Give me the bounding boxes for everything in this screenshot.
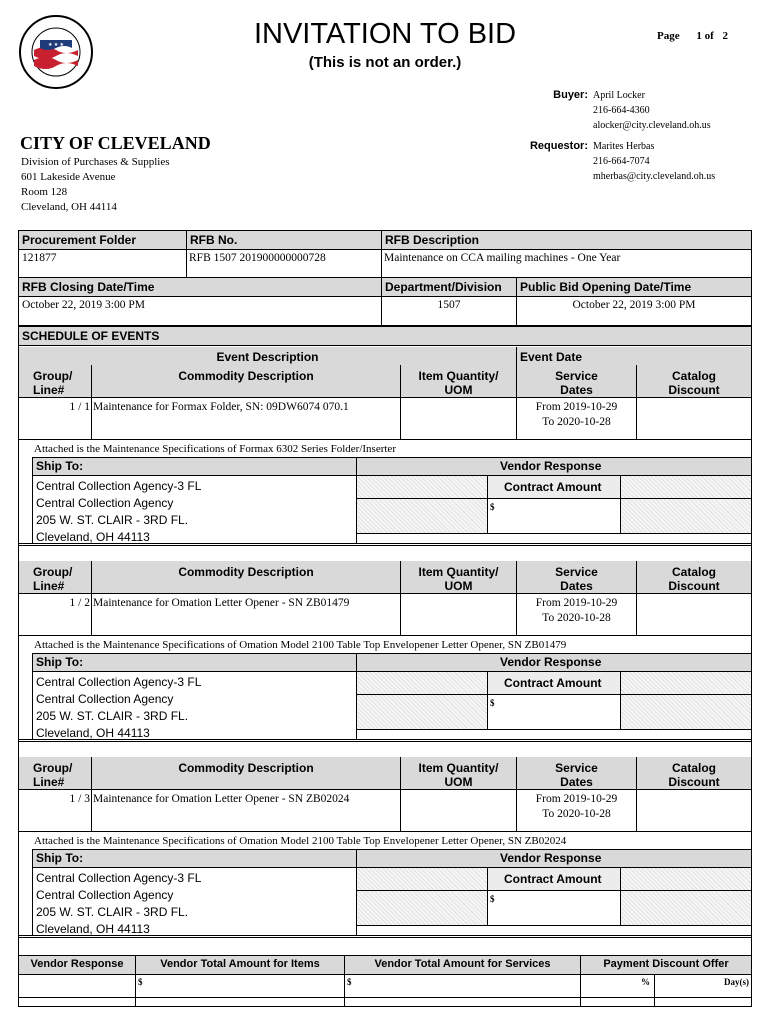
- ship-to-line: Central Collection Agency: [36, 692, 174, 706]
- col-uom-header: UOM: [444, 579, 473, 593]
- buyer-phone: 216-664-4360: [593, 105, 650, 116]
- dollar-sign: $: [490, 894, 495, 904]
- catalog-discount-input[interactable]: [655, 401, 745, 437]
- opening-date-value: October 22, 2019 3:00 PM: [572, 299, 696, 311]
- col-dates-header: Dates: [560, 579, 593, 593]
- org-line: Room 128: [21, 186, 68, 198]
- days-label: Day(s): [724, 977, 749, 987]
- ship-to-label: Ship To:: [36, 851, 84, 865]
- ship-to-line: Cleveland, OH 44113: [36, 922, 150, 936]
- contract-amount-label: Contract Amount: [504, 872, 602, 886]
- col-discount-header: Discount: [668, 579, 720, 593]
- item-service-to: To 2020-10-28: [542, 612, 611, 624]
- item-description: Maintenance for Formax Folder, SN: 09DW6074 070.1: [93, 401, 349, 413]
- org-line: 601 Lakeside Avenue: [21, 171, 116, 183]
- page-number: [657, 30, 728, 42]
- page-title: INVITATION TO BID: [253, 18, 517, 50]
- discount-days-input[interactable]: [655, 975, 751, 997]
- page-label: Page: [657, 30, 680, 42]
- org-line: Division of Purchases & Supplies: [21, 156, 170, 168]
- col-dates-header: Dates: [560, 775, 593, 789]
- procurement-folder-label: Procurement Folder: [22, 233, 137, 247]
- page-subtitle: (This is not an order.): [308, 54, 462, 71]
- buyer-email: alocker@city.cleveland.oh.us: [593, 120, 711, 131]
- col-service-header: Service: [555, 761, 598, 775]
- item-line-number: 1 / 2: [69, 597, 90, 609]
- contract-amount-input[interactable]: [488, 695, 620, 729]
- page-of: 1 of: [696, 30, 714, 42]
- dollar-sign: $: [347, 977, 352, 987]
- footer-payment-discount: Payment Discount Offer: [603, 958, 729, 970]
- rfb-description-label: RFB Description: [385, 233, 480, 247]
- col-qty-header: Item Quantity/: [418, 565, 499, 579]
- department-value: 1507: [437, 299, 461, 311]
- requestor-name: Marites Herbas: [593, 141, 655, 152]
- contract-amount-input[interactable]: [488, 891, 620, 925]
- col-uom-header: UOM: [444, 775, 473, 789]
- svg-text:★ ★ ★: ★ ★ ★: [48, 43, 64, 48]
- requestor-phone: 216-664-7074: [593, 156, 650, 167]
- buyer-label: Buyer:: [553, 89, 588, 101]
- ship-to-line: Central Collection Agency-3 FL: [36, 871, 202, 885]
- ship-to-line: Central Collection Agency: [36, 888, 174, 902]
- col-uom-header: UOM: [444, 383, 473, 397]
- vendor-response-label: Vendor Response: [500, 655, 602, 669]
- org-name: CITY OF CLEVELAND: [20, 133, 211, 153]
- buyer-info: [593, 88, 711, 133]
- col-commodity-header: Commodity Description: [178, 565, 314, 579]
- ship-to-line: 205 W. ST. CLAIR - 3RD FL.: [36, 709, 189, 723]
- contract-amount-label: Contract Amount: [504, 480, 602, 494]
- col-commodity-header: Commodity Description: [178, 761, 314, 775]
- item-service-from: From 2019-10-29: [535, 597, 618, 609]
- city-seal-logo: [18, 14, 94, 90]
- rfb-no-label: RFB No.: [190, 233, 238, 247]
- procurement-folder-value: 121877: [22, 252, 57, 264]
- col-commodity-header: Commodity Description: [178, 369, 314, 383]
- item-service-to: To 2020-10-28: [542, 808, 611, 820]
- ship-to-line: Cleveland, OH 44113: [36, 726, 150, 740]
- footer-vendor-response: Vendor Response: [30, 958, 124, 970]
- closing-date-label: RFB Closing Date/Time: [22, 280, 155, 294]
- item-description: Maintenance for Omation Letter Opener - SN ZB01479: [93, 597, 350, 609]
- col-service-header: Service: [555, 565, 598, 579]
- dollar-sign: $: [490, 502, 495, 512]
- requestor-info: [593, 139, 715, 184]
- ship-to-line: Central Collection Agency: [36, 496, 174, 510]
- total-items-input[interactable]: [136, 975, 344, 997]
- footer-total-items: Vendor Total Amount for Items: [160, 958, 320, 970]
- col-catalog-header: Catalog: [671, 565, 716, 579]
- buyer-name: April Locker: [593, 90, 645, 101]
- event-date-header: Event Date: [520, 350, 583, 364]
- col-dates-header: Dates: [560, 383, 593, 397]
- col-qty-header: Item Quantity/: [418, 369, 499, 383]
- col-service-header: Service: [555, 369, 598, 383]
- dollar-sign: $: [138, 977, 143, 987]
- col-catalog-header: Catalog: [671, 369, 716, 383]
- org-address: [21, 155, 170, 215]
- total-services-input[interactable]: [345, 975, 580, 997]
- item-attachment-note: Attached is the Maintenance Specifications of Formax 6302 Series Folder/Inserter: [34, 443, 396, 455]
- schedule-title: SCHEDULE OF EVENTS: [22, 329, 160, 343]
- col-line-header: Line#: [33, 579, 65, 593]
- rfb-description-value: Maintenance on CCA mailing machines - One Year: [384, 252, 621, 264]
- col-line-header: Line#: [33, 383, 65, 397]
- item-service-from: From 2019-10-29: [535, 401, 618, 413]
- requestor-label: Requestor:: [529, 140, 588, 152]
- ship-to-line: Cleveland, OH 44113: [36, 530, 150, 544]
- footer-total-services: Vendor Total Amount for Services: [374, 958, 551, 970]
- ship-to-line: Central Collection Agency-3 FL: [36, 675, 202, 689]
- ship-to-line: 205 W. ST. CLAIR - 3RD FL.: [36, 513, 189, 527]
- department-label: Department/Division: [385, 280, 502, 294]
- closing-date-value: October 22, 2019 3:00 PM: [22, 299, 145, 311]
- rfb-no-value: RFB 1507 201900000000728: [189, 252, 326, 264]
- col-catalog-header: Catalog: [671, 761, 716, 775]
- opening-date-label: Public Bid Opening Date/Time: [520, 280, 692, 294]
- page-total: 2: [722, 30, 729, 42]
- requestor-email: mherbas@city.cleveland.oh.us: [593, 171, 716, 182]
- col-group-header: Group/: [33, 565, 73, 579]
- col-line-header: Line#: [33, 775, 65, 789]
- col-group-header: Group/: [33, 761, 73, 775]
- item-service-from: From 2019-10-29: [535, 793, 618, 805]
- ship-to-line: Central Collection Agency-3 FL: [36, 479, 202, 493]
- col-qty-header: Item Quantity/: [418, 761, 499, 775]
- contract-amount-input[interactable]: [488, 499, 620, 533]
- catalog-discount-input[interactable]: [655, 793, 745, 829]
- contract-amount-label: Contract Amount: [504, 676, 602, 690]
- ship-to-line: 205 W. ST. CLAIR - 3RD FL.: [36, 905, 189, 919]
- dollar-sign: $: [490, 698, 495, 708]
- col-discount-header: Discount: [668, 775, 720, 789]
- ship-to-label: Ship To:: [36, 655, 84, 669]
- org-line: Cleveland, OH 44114: [21, 201, 117, 213]
- vendor-response-label: Vendor Response: [500, 459, 602, 473]
- col-group-header: Group/: [33, 369, 73, 383]
- col-discount-header: Discount: [668, 383, 720, 397]
- item-line-number: 1 / 1: [69, 401, 90, 413]
- ship-to-label: Ship To:: [36, 459, 84, 473]
- item-attachment-note: Attached is the Maintenance Specifications of Omation Model 2100 Table Top Envelopener Letter Opener, SN ZB01479: [34, 639, 567, 651]
- item-attachment-note: Attached is the Maintenance Specifications of Omation Model 2100 Table Top Envelopener Letter Opener, SN ZB02024: [34, 835, 567, 847]
- item-description: Maintenance for Omation Letter Opener - SN ZB02024: [93, 793, 350, 805]
- vendor-response-label: Vendor Response: [500, 851, 602, 865]
- event-description-header: Event Description: [216, 350, 319, 364]
- item-line-number: 1 / 3: [69, 793, 90, 805]
- item-service-to: To 2020-10-28: [542, 416, 611, 428]
- catalog-discount-input[interactable]: [655, 597, 745, 633]
- discount-percent-input[interactable]: [581, 975, 654, 997]
- percent-sign: %: [641, 977, 650, 987]
